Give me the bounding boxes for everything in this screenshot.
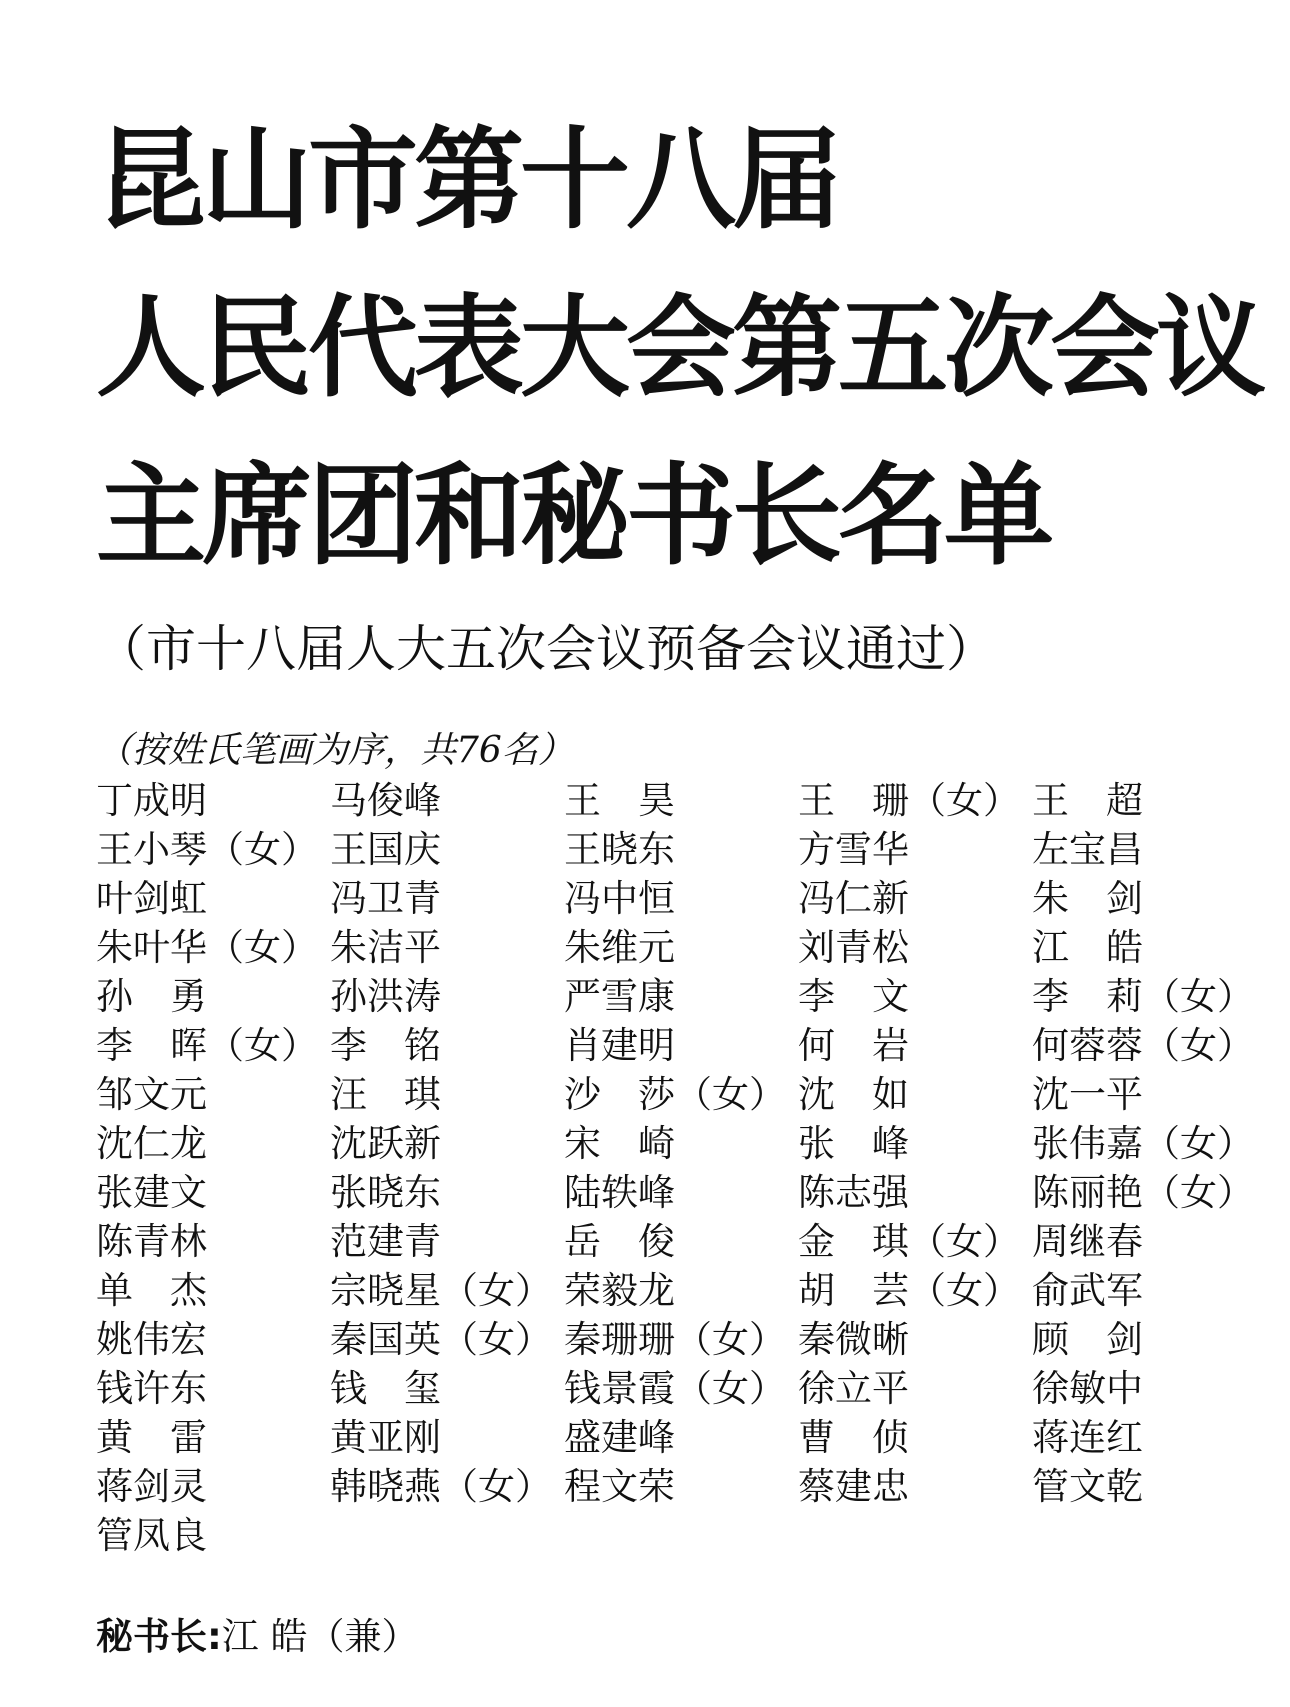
document-title	[96, 96, 1262, 600]
secretary-line	[96, 1612, 1216, 1662]
member-name: 黄亚刚	[330, 1416, 441, 1459]
member-name: 丁成明	[96, 779, 207, 822]
member-name: 朱 剑	[1032, 877, 1143, 920]
title-line-2: 人民代表大会第五次会议	[96, 284, 1262, 412]
member-name: 钱景霞（女）	[564, 1367, 786, 1410]
member-name: 秦国英（女）	[330, 1318, 552, 1361]
member-name: 陈青林	[96, 1220, 207, 1263]
member-name: 宗晓星（女）	[330, 1269, 552, 1312]
sort-note: （按姓氏笔画为序，共76名）	[96, 730, 574, 771]
member-name: 李 莉（女）	[1032, 975, 1254, 1018]
secretary-name: 江 皓（兼）	[221, 1615, 419, 1658]
member-name-list	[96, 776, 1254, 1560]
member-name: 姚伟宏	[96, 1318, 207, 1361]
member-name: 盛建峰	[564, 1416, 675, 1459]
member-name: 江 皓	[1032, 926, 1143, 969]
member-name: 叶剑虹	[96, 877, 207, 920]
member-name: 李 铭	[330, 1024, 441, 1067]
member-name: 何蓉蓉（女）	[1032, 1024, 1254, 1067]
member-name: 徐敏中	[1032, 1367, 1143, 1410]
member-name: 秦微晰	[798, 1318, 909, 1361]
member-name: 汪 琪	[330, 1073, 441, 1116]
member-name: 王晓东	[564, 828, 675, 871]
member-name: 管文乾	[1032, 1465, 1143, 1508]
member-name: 沈一平	[1032, 1073, 1143, 1116]
member-name: 何 岩	[798, 1024, 909, 1067]
member-name: 沈跃新	[330, 1122, 441, 1165]
member-name: 方雪华	[798, 828, 909, 871]
member-name: 朱维元	[564, 926, 675, 969]
member-name: 蒋剑灵	[96, 1465, 207, 1508]
member-name: 肖建明	[564, 1024, 675, 1067]
member-name: 王 超	[1032, 779, 1143, 822]
member-name: 蔡建忠	[798, 1465, 909, 1508]
member-name: 胡 芸（女）	[798, 1269, 1020, 1312]
member-name: 严雪康	[564, 975, 675, 1018]
member-name: 金 琪（女）	[798, 1220, 1020, 1263]
member-name: 王国庆	[330, 828, 441, 871]
member-name: 张晓东	[330, 1171, 441, 1214]
member-name: 冯仁新	[798, 877, 909, 920]
member-name: 王小琴（女）	[96, 828, 318, 871]
member-name: 单 杰	[96, 1269, 207, 1312]
title-line-3: 主席团和秘书长名单	[96, 452, 1050, 580]
member-name: 沙 莎（女）	[564, 1073, 786, 1116]
member-name: 秦珊珊（女）	[564, 1318, 786, 1361]
member-name: 陈志强	[798, 1171, 909, 1214]
member-name: 李 晖（女）	[96, 1024, 318, 1067]
member-name: 朱洁平	[330, 926, 441, 969]
title-line-1: 昆山市第十八届	[96, 116, 838, 244]
member-name: 韩晓燕（女）	[330, 1465, 552, 1508]
secretary-label: 秘书长:	[96, 1615, 222, 1658]
member-name: 曹 侦	[798, 1416, 909, 1459]
member-name: 冯中恒	[564, 877, 675, 920]
member-name: 钱 玺	[330, 1367, 441, 1410]
member-name: 张建文	[96, 1171, 207, 1214]
member-name: 沈仁龙	[96, 1122, 207, 1165]
member-name: 顾 剑	[1032, 1318, 1143, 1361]
member-name: 荣毅龙	[564, 1269, 675, 1312]
document-subtitle: （市十八届人大五次会议预备会议通过）	[96, 620, 996, 678]
member-name: 管凤良	[96, 1514, 207, 1557]
member-name: 俞武军	[1032, 1269, 1143, 1312]
document-page	[96, 96, 1262, 1662]
member-name: 岳 俊	[564, 1220, 675, 1263]
member-name: 朱叶华（女）	[96, 926, 318, 969]
member-name: 黄 雷	[96, 1416, 207, 1459]
member-name: 刘青松	[798, 926, 909, 969]
member-name: 宋 崎	[564, 1122, 675, 1165]
member-name: 张 峰	[798, 1122, 909, 1165]
member-name: 左宝昌	[1032, 828, 1143, 871]
member-name: 钱许东	[96, 1367, 207, 1410]
member-name: 沈 如	[798, 1073, 909, 1116]
member-name: 冯卫青	[330, 877, 441, 920]
member-name: 孙洪涛	[330, 975, 441, 1018]
member-name: 陆轶峰	[564, 1171, 675, 1214]
member-name: 李 文	[798, 975, 909, 1018]
member-name: 马俊峰	[330, 779, 441, 822]
member-name: 蒋连红	[1032, 1416, 1143, 1459]
member-name: 张伟嘉（女）	[1032, 1122, 1254, 1165]
member-name: 徐立平	[798, 1367, 909, 1410]
member-name: 邹文元	[96, 1073, 207, 1116]
member-name: 程文荣	[564, 1465, 675, 1508]
member-name: 孙 勇	[96, 975, 207, 1018]
member-name: 范建青	[330, 1220, 441, 1263]
member-name: 周继春	[1032, 1220, 1143, 1263]
member-name: 王 珊（女）	[798, 779, 1020, 822]
member-name: 陈丽艳（女）	[1032, 1171, 1254, 1214]
member-name: 王 昊	[564, 779, 675, 822]
